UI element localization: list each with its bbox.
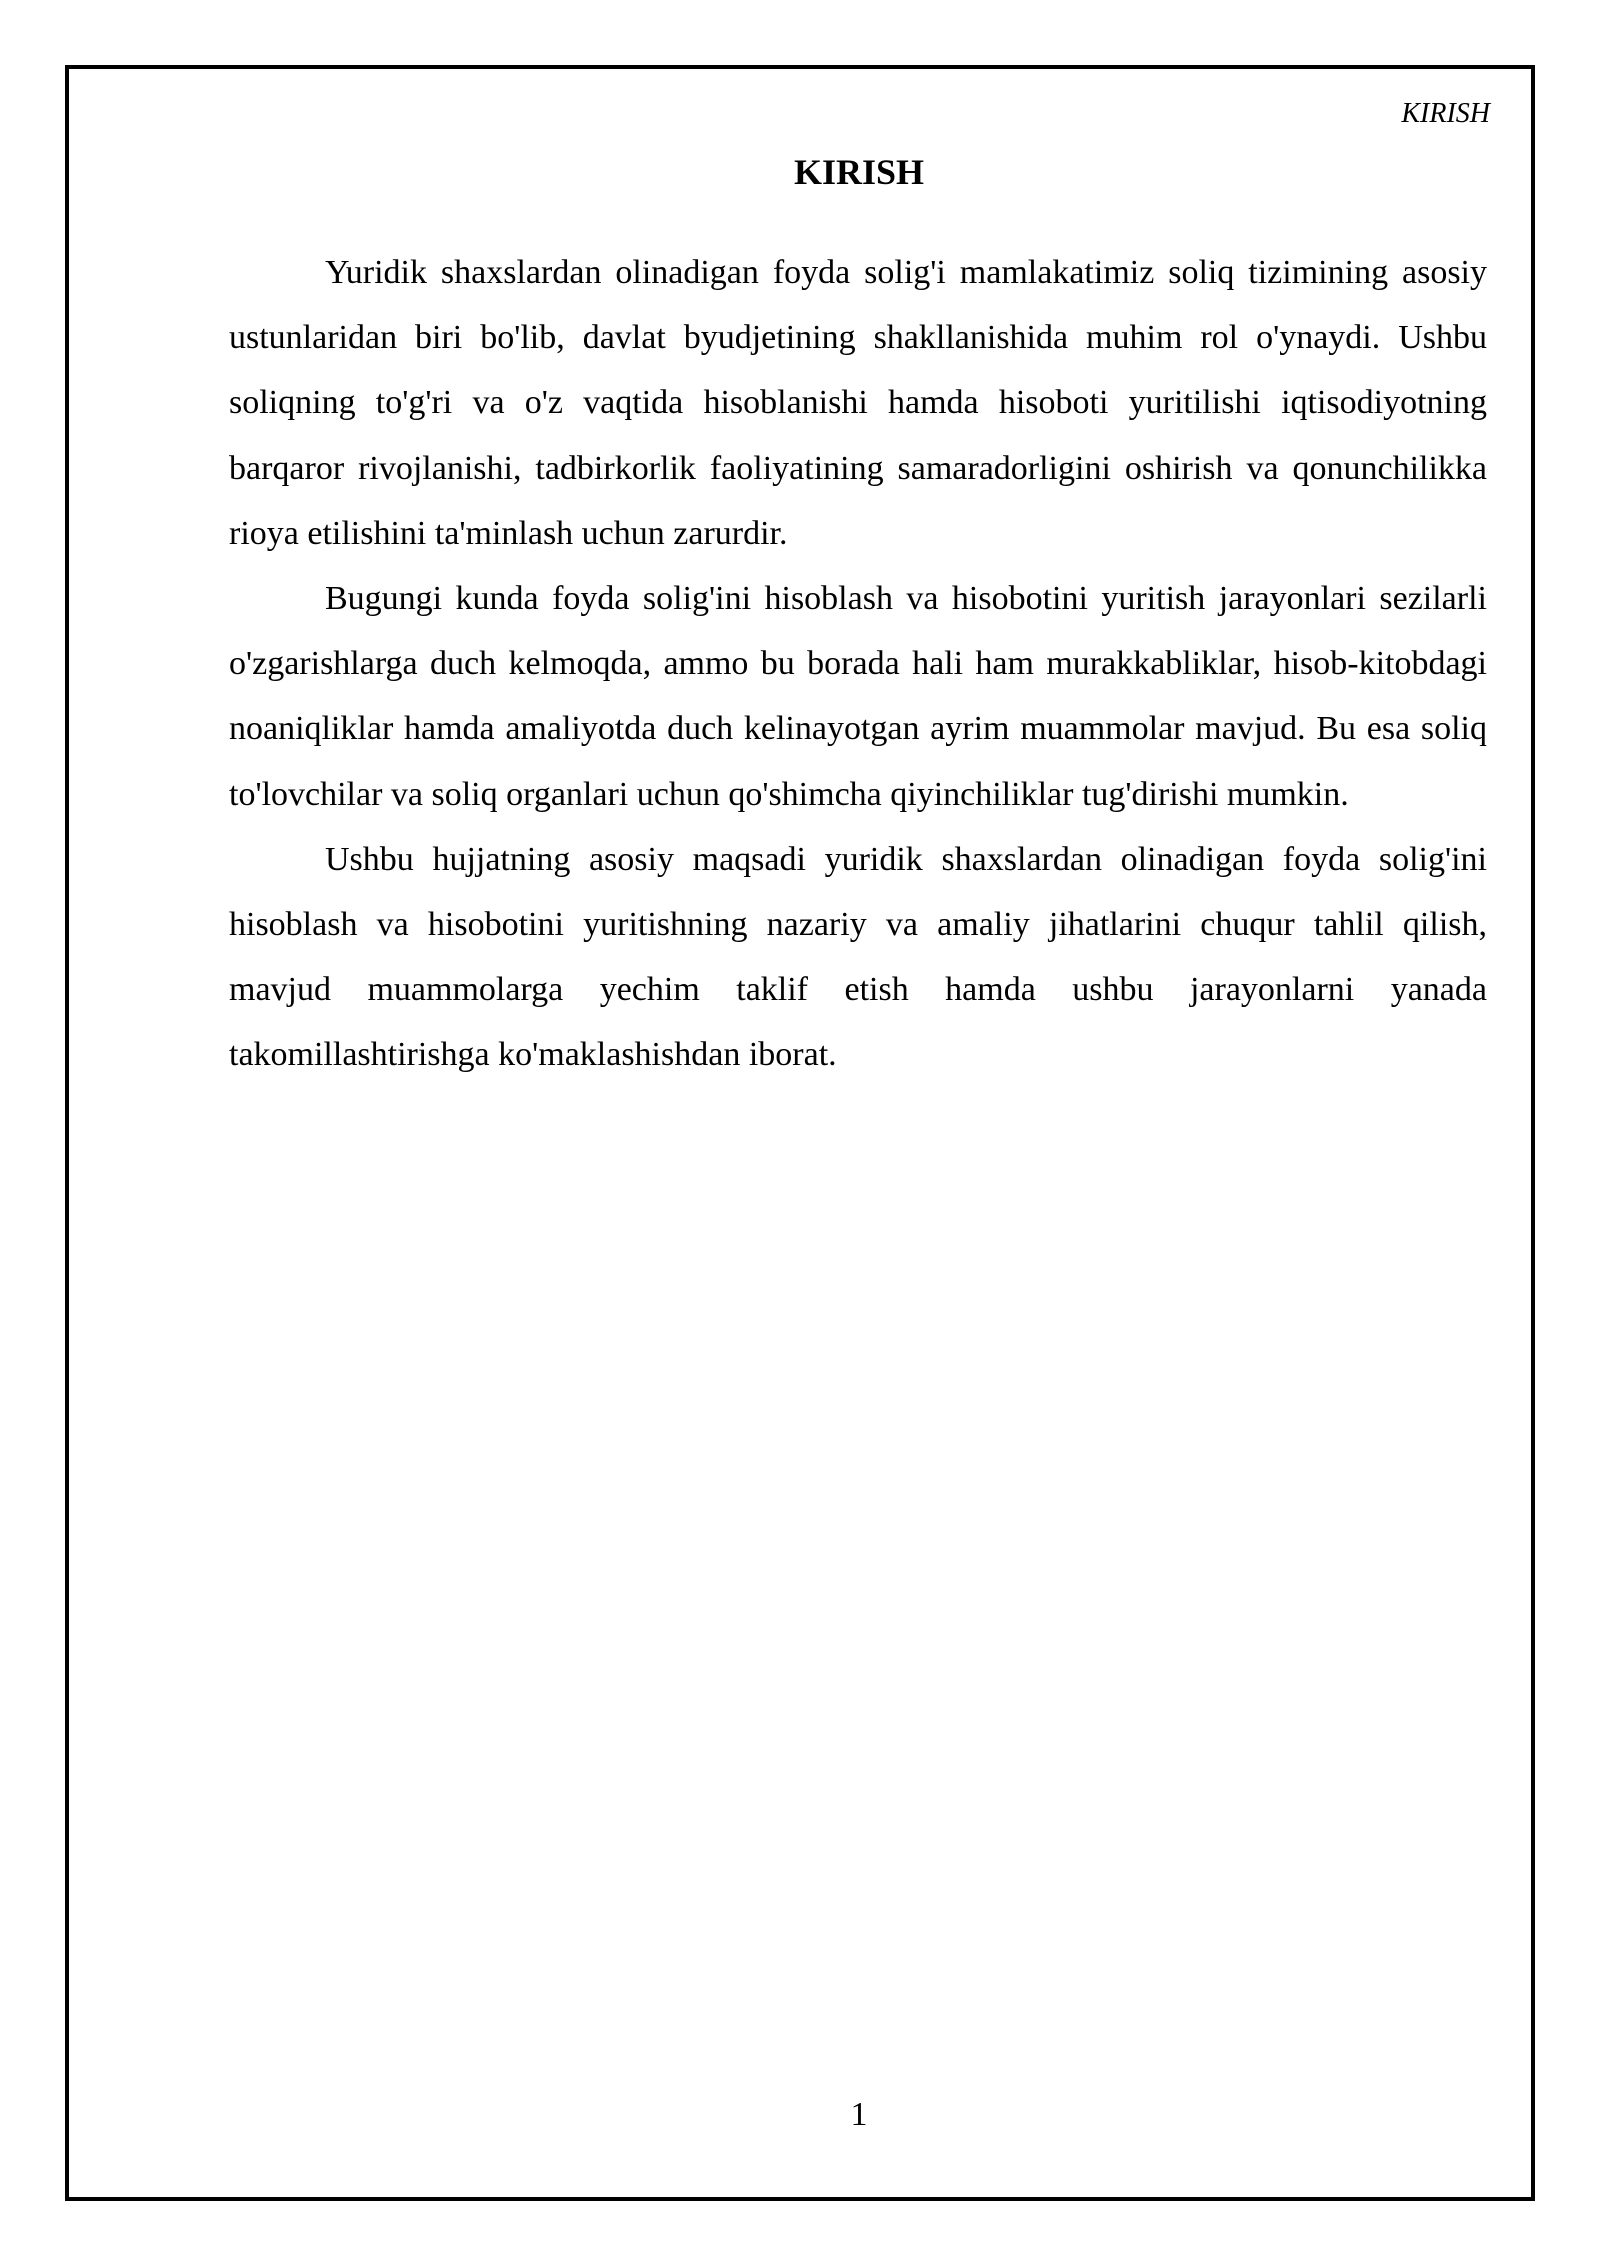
page-title: KIRISH (793, 152, 925, 192)
paragraph-current-state: Bugungi kunda foyda solig'ini hisoblash va hisobotini yuritish jarayonlari sezilarli o'zgarishlarga duch kelmoqda, ammo bu borada hali ham murakkabliklar, hisob-kitobdagi noaniqliklar hamda amaliyotda duch kelinayotgan ayrim muammolar mavjud. Bu esa soliq to'lovchilar va soliq organlari uchun qo'shimcha qiyinchiliklar tug'dirishi mumkin. (229, 580, 1487, 813)
page-number: 1 (850, 2096, 868, 2133)
paragraph-intro: Yuridik shaxslardan olinadigan foyda solig'i mamlakatimiz soliq tizimining asosiy ustunlaridan biri bo'lib, davlat byudjetining shakllanishida muhim rol o'ynaydi. Ushbu soliqning to'g'ri va o'z vaqtida hisoblanishi hamda hisoboti yuritilishi iqtisodiyotning barqaror rivojlanishi, tadbirkorlik faoliyatining samaradorligini oshirish va qonunchilikka rioya etilishini ta'minlash uchun zarurdir. (229, 254, 1487, 552)
running-header: KIRISH (1401, 98, 1490, 129)
paragraph-purpose: Ushbu hujjatning asosiy maqsadi yuridik shaxslardan olinadigan foyda solig'ini hisoblash va hisobotini yuritishning nazariy va amaliy jihatlarini chuqur tahlil qilish, mavjud muammolarga yechim taklif etish hamda ushbu jarayonlarni yanada takomillashtirishga ko'maklashishdan iborat. (229, 840, 1487, 1074)
body-text (229, 240, 1487, 1088)
